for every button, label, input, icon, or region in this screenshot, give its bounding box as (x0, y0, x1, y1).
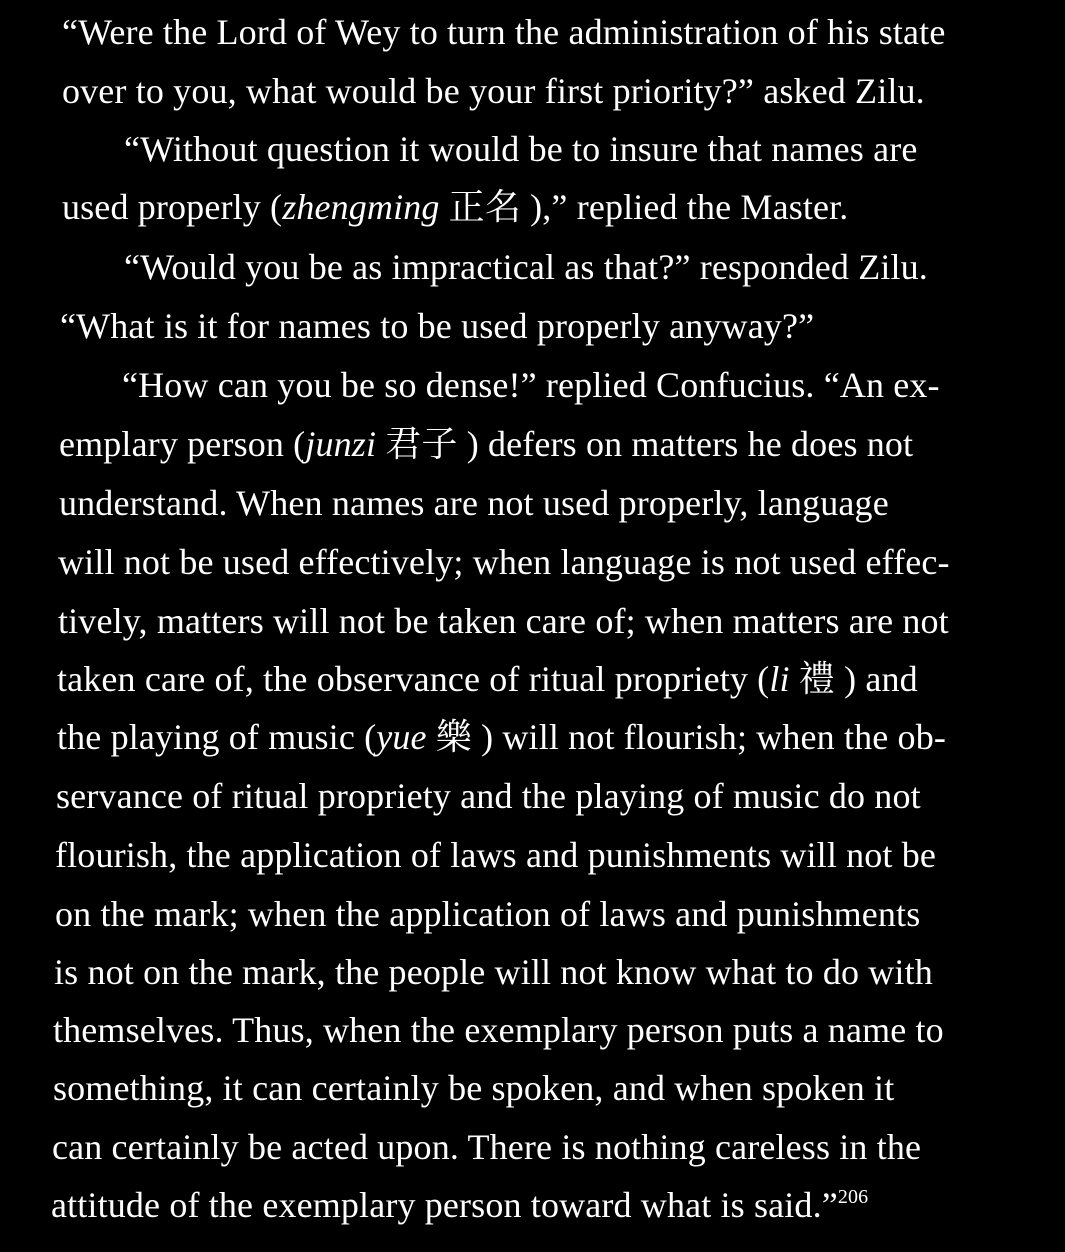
italic-term: li (769, 659, 790, 699)
text-line (58, 601, 949, 641)
text-run: can certainly be acted upon. There is nothing careless in the (52, 1127, 922, 1167)
text-line (55, 894, 920, 934)
text-line (62, 187, 848, 227)
text-run: “How can you be so dense!” replied Confucius. “An ex- (122, 365, 940, 405)
text-run: 君子 ) defers on matters he does not (376, 424, 914, 464)
text-run: 樂 ) will not flourish; when the ob- (426, 717, 946, 757)
text-line (57, 659, 918, 699)
text-line (124, 129, 917, 169)
text-run: 禮 ) and (789, 659, 918, 699)
text-line (57, 717, 946, 757)
text-run: on the mark; when the application of laws and punishments (55, 894, 921, 934)
text-run: “Were the Lord of Wey to turn the administration of his state (62, 12, 946, 52)
text-line (59, 483, 889, 523)
text-run: is not on the mark, the people will not know what to do with (54, 952, 933, 992)
italic-term: yue (376, 717, 427, 757)
text-line (62, 12, 945, 52)
text-run: will not be used effectively; when language is not used effec- (58, 542, 950, 582)
text-line (54, 952, 933, 992)
text-run: flourish, the application of laws and punishments will not be (55, 835, 937, 875)
text-run: taken care of, the observance of ritual propriety ( (57, 659, 770, 699)
text-line (56, 776, 921, 816)
text-line (53, 1010, 944, 1050)
text-line (59, 424, 913, 464)
text-run: “Without question it would be to insure that names are (124, 129, 918, 169)
text-line (62, 71, 925, 111)
text-run: something, it can certainly be spoken, and when spoken it (53, 1068, 895, 1108)
text-line (55, 835, 936, 875)
text-run: “Would you be as impractical as that?” responded Zilu. (124, 247, 928, 287)
text-line (122, 365, 940, 405)
text-line (58, 542, 950, 582)
footnote-marker: 206 (837, 1186, 869, 1208)
italic-term: junzi (305, 424, 377, 464)
text-line (53, 1068, 894, 1108)
text-run: over to you, what would be your first priority?” asked Zilu. (62, 71, 925, 111)
text-line (60, 306, 814, 346)
text-run: tively, matters will not be taken care of; when matters are not (58, 601, 949, 641)
text-run: the playing of music ( (57, 717, 377, 757)
text-run: emplary person ( (59, 424, 306, 464)
text-line (52, 1127, 921, 1167)
text-run: themselves. Thus, when the exemplary person puts a name to (53, 1010, 944, 1050)
text-line (124, 247, 928, 287)
text-run: “What is it for names to be used properly anyway?” (60, 306, 815, 346)
text-run: 正名 ),” replied the Master. (439, 187, 849, 227)
text-line (51, 1185, 868, 1225)
text-run: understand. When names are not used properly, language (59, 483, 889, 523)
text-run: servance of ritual propriety and the playing of music do not (56, 776, 921, 816)
text-run: attitude of the exemplary person toward what is said.” (51, 1185, 838, 1225)
italic-term: zhengming (282, 187, 440, 227)
text-run: used properly ( (62, 187, 283, 227)
